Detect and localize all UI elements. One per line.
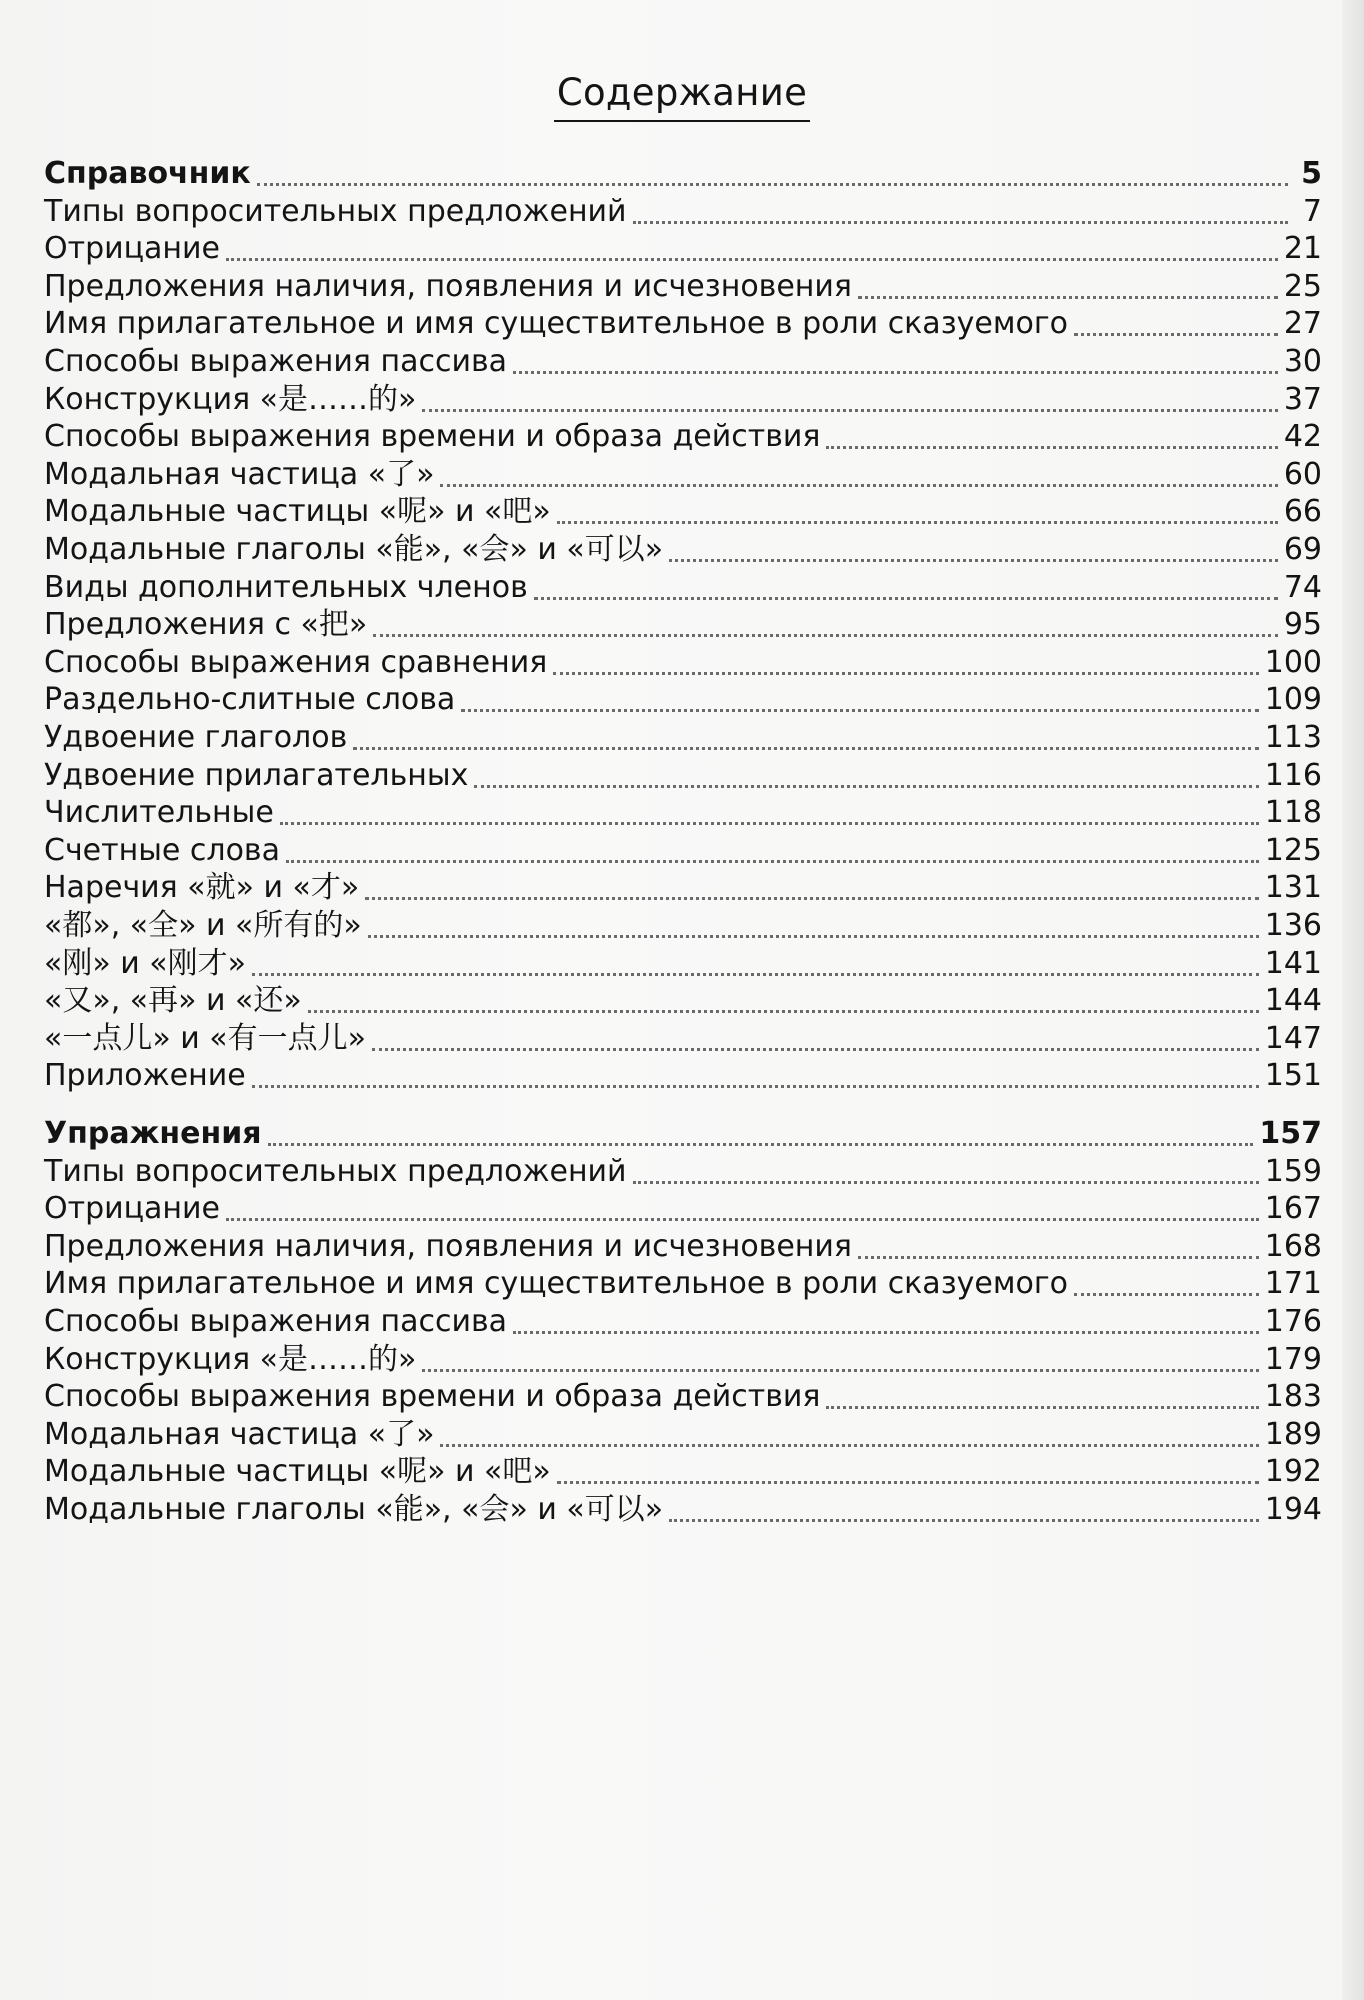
dot-leader xyxy=(633,1181,1259,1184)
dot-leader xyxy=(252,973,1259,976)
toc-entry-title: Наречия «就» и «才» xyxy=(44,870,360,905)
dot-leader xyxy=(422,409,1277,412)
dot-leader xyxy=(826,1406,1258,1409)
toc-entry-title: Модальные глаголы «能», «会» и «可以» xyxy=(44,532,664,567)
toc-page-number: 113 xyxy=(1264,720,1322,755)
toc-entry-title: Имя прилагательное и имя существительное в роли сказуемого xyxy=(44,1266,1068,1301)
dot-leader xyxy=(633,221,1288,224)
toc-page-number: 100 xyxy=(1264,645,1322,680)
dot-leader xyxy=(826,446,1277,449)
toc-entry-title: Типы вопросительных предложений xyxy=(44,1154,627,1189)
dot-leader xyxy=(440,484,1277,487)
dot-leader xyxy=(268,1143,1254,1146)
toc-entry-title: Конструкция «是……的» xyxy=(44,1342,417,1377)
dot-leader xyxy=(461,709,1258,712)
toc-page-number: 7 xyxy=(1302,194,1322,229)
toc-entry-title: Способы выражения пассива xyxy=(44,344,508,379)
toc-entry-title: Способы выражения времени и образа действия xyxy=(44,419,821,454)
toc-entry-title: Приложение xyxy=(44,1058,246,1093)
toc-page-number: 118 xyxy=(1264,795,1322,830)
dot-leader xyxy=(422,1369,1258,1372)
toc-page-number: 183 xyxy=(1264,1379,1322,1414)
toc-section-title: Упражнения xyxy=(44,1116,262,1151)
toc-page-number: 159 xyxy=(1264,1154,1322,1189)
toc-page-number: 144 xyxy=(1264,983,1322,1018)
toc-section-title: Справочник xyxy=(44,156,251,191)
toc-page-number: 27 xyxy=(1283,306,1322,341)
dot-leader xyxy=(372,1048,1259,1051)
toc-entry-title: «都», «全» и «所有的» xyxy=(44,908,362,943)
toc-entry-title: Модальная частица «了» xyxy=(44,1417,435,1452)
toc-page-number: 5 xyxy=(1301,156,1322,191)
toc-entry-title: Способы выражения времени и образа действия xyxy=(44,1379,821,1414)
toc-page-number: 37 xyxy=(1283,382,1322,417)
toc-entry-title: Модальные частицы «呢» и «吧» xyxy=(44,494,551,529)
dot-leader xyxy=(858,1256,1259,1259)
dot-leader xyxy=(226,258,1278,261)
toc-page-number: 189 xyxy=(1264,1417,1322,1452)
toc-page-number: 74 xyxy=(1283,570,1322,605)
dot-leader xyxy=(440,1444,1258,1447)
toc-entry-title: Конструкция «是……的» xyxy=(44,382,417,417)
page-title-text: Содержание xyxy=(554,68,810,122)
toc-entry-title: «刚» и «刚才» xyxy=(44,946,246,981)
toc-entry-title: Способы выражения пассива xyxy=(44,1304,508,1339)
toc-entry-title: Предложения с «把» xyxy=(44,607,368,642)
dot-leader xyxy=(308,1010,1259,1013)
toc-page-number: 116 xyxy=(1264,758,1322,793)
toc-page-number: 147 xyxy=(1264,1021,1322,1056)
dot-leader xyxy=(1074,333,1278,336)
toc-page-number: 42 xyxy=(1283,419,1322,454)
toc-page-number: 176 xyxy=(1264,1304,1322,1339)
toc-entry-title: Имя прилагательное и имя существительное в роли сказуемого xyxy=(44,306,1068,341)
toc-entry-title: Предложения наличия, появления и исчезновения xyxy=(44,1229,852,1264)
toc-page-number: 136 xyxy=(1264,908,1322,943)
toc-page-number: 25 xyxy=(1283,269,1322,304)
toc-entry-title: Виды дополнительных членов xyxy=(44,570,528,605)
dot-leader xyxy=(557,521,1278,524)
toc-entry-title: Типы вопросительных предложений xyxy=(44,194,627,229)
toc-entry-title: Удвоение глаголов xyxy=(44,720,348,755)
toc-entry-title: Отрицание xyxy=(44,231,221,266)
dot-leader xyxy=(1074,1293,1259,1296)
page-edge-shadow xyxy=(1342,0,1364,2000)
toc-page-number: 30 xyxy=(1283,344,1322,379)
dot-leader xyxy=(226,1218,1259,1221)
toc-entry xyxy=(44,1052,1322,1100)
toc-entry-title: Модальная частица «了» xyxy=(44,457,435,492)
toc-page-number: 125 xyxy=(1264,833,1322,868)
toc-entry-title: Числительные xyxy=(44,795,274,830)
toc-page-number: 179 xyxy=(1264,1342,1322,1377)
toc-page-number: 141 xyxy=(1264,946,1322,981)
dot-leader xyxy=(669,1519,1259,1522)
toc-page-number: 131 xyxy=(1264,870,1322,905)
toc-entry-title: Способы выражения сравнения xyxy=(44,645,548,680)
toc-page-number: 69 xyxy=(1283,532,1322,567)
toc-entry-title: Счетные слова xyxy=(44,833,280,868)
dot-leader xyxy=(557,1481,1259,1484)
toc-page-number: 168 xyxy=(1264,1229,1322,1264)
dot-leader xyxy=(534,597,1278,600)
toc-page-number: 66 xyxy=(1283,494,1322,529)
toc-entry-title: «一点儿» и «有一点儿» xyxy=(44,1021,366,1056)
toc-entry-title: Удвоение прилагательных xyxy=(44,758,469,793)
dot-leader xyxy=(513,1331,1259,1334)
toc-entry-title: Раздельно-слитные слова xyxy=(44,682,456,717)
page-title xyxy=(0,68,1364,122)
toc-page-number: 167 xyxy=(1264,1191,1322,1226)
dot-leader xyxy=(553,672,1258,675)
dot-leader xyxy=(373,634,1278,637)
dot-leader xyxy=(858,296,1278,299)
dot-leader xyxy=(474,785,1258,788)
toc-page-number: 194 xyxy=(1264,1492,1322,1527)
toc-page-number: 95 xyxy=(1283,607,1322,642)
dot-leader xyxy=(280,822,1259,825)
dot-leader xyxy=(365,897,1259,900)
dot-leader xyxy=(353,747,1258,750)
dot-leader xyxy=(252,1085,1259,1088)
toc-page-number: 21 xyxy=(1283,231,1322,266)
toc-entry-title: Предложения наличия, появления и исчезновения xyxy=(44,269,852,304)
dot-leader xyxy=(513,371,1278,374)
toc-entry-title: Модальные частицы «呢» и «吧» xyxy=(44,1454,551,1489)
toc-page-number: 109 xyxy=(1264,682,1322,717)
dot-leader xyxy=(669,559,1278,562)
toc-page-number: 60 xyxy=(1283,457,1322,492)
toc-page-number: 192 xyxy=(1264,1454,1322,1489)
dot-leader xyxy=(286,860,1259,863)
toc-entry-title: «又», «再» и «还» xyxy=(44,983,302,1018)
toc-page-number: 171 xyxy=(1264,1266,1322,1301)
toc-entry-title: Отрицание xyxy=(44,1191,221,1226)
toc-page-number: 151 xyxy=(1264,1058,1322,1093)
toc-entry xyxy=(44,1486,1322,1534)
toc-entry-title: Модальные глаголы «能», «会» и «可以» xyxy=(44,1492,664,1527)
toc-page-number: 157 xyxy=(1259,1116,1322,1151)
dot-leader xyxy=(257,183,1288,186)
dot-leader xyxy=(368,935,1259,938)
